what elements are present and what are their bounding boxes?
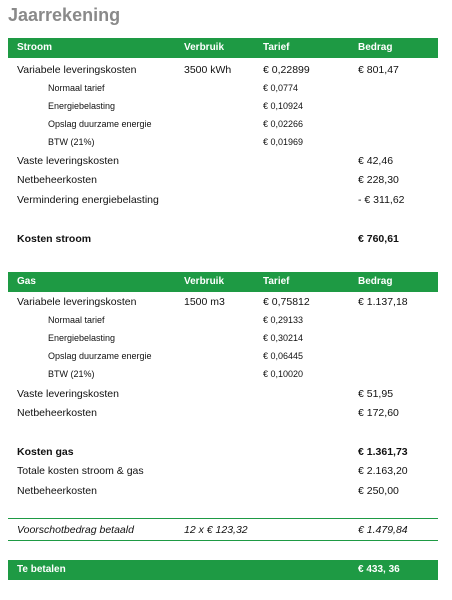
- divider: [8, 518, 438, 519]
- table-row: [8, 348, 438, 364]
- header-tarief: Tarief: [263, 276, 290, 287]
- voorschot-label: Voorschotbedrag betaald: [17, 524, 134, 536]
- table-row: [8, 80, 438, 96]
- table-row: [8, 312, 438, 328]
- te-betalen-bar: [8, 560, 438, 580]
- te-betalen-bedrag: € 433, 36: [358, 564, 400, 575]
- stroom-header: [8, 38, 438, 58]
- table-row: [8, 294, 438, 310]
- header-bedrag: Bedrag: [358, 42, 393, 53]
- row-bedrag: € 172,60: [358, 407, 399, 419]
- row-label: Variabele leveringskosten: [17, 64, 137, 76]
- row-tarief: € 0,22899: [263, 64, 310, 76]
- row-label: BTW (21%): [48, 137, 95, 147]
- row-tarief: € 0,10020: [263, 369, 304, 379]
- row-verbruik: 3500 kWh: [184, 64, 232, 76]
- summary-row: [8, 483, 438, 499]
- row-bedrag: € 1.137,18: [358, 296, 408, 308]
- row-tarief: € 0,75812: [263, 296, 310, 308]
- page-title: Jaarrekening: [8, 5, 121, 25]
- table-row: [8, 366, 438, 382]
- row-label: Opslag duurzame energie: [48, 351, 152, 361]
- row-bedrag: - € 311,62: [358, 194, 405, 206]
- row-tarief: € 0,29133: [263, 315, 304, 325]
- table-row: [8, 330, 438, 346]
- summary-label: Totale kosten stroom & gas: [17, 465, 144, 477]
- voorschot-verbruik: 12 x € 123,32: [184, 524, 248, 536]
- header-verbruik: Verbruik: [184, 42, 225, 53]
- header-verbruik: Verbruik: [184, 276, 225, 287]
- row-label: Normaal tarief: [48, 83, 105, 93]
- voorschot-bedrag: € 1.479,84: [358, 524, 408, 536]
- table-row: [8, 116, 438, 132]
- summary-label: Netbeheerkosten: [17, 485, 97, 497]
- row-label: Netbeheerkosten: [17, 407, 97, 419]
- row-tarief: € 0,10924: [263, 101, 304, 111]
- table-row: [8, 98, 438, 114]
- row-verbruik: 1500 m3: [184, 296, 225, 308]
- table-row: [8, 405, 438, 421]
- row-label: Energiebelasting: [48, 333, 116, 343]
- voorschot-row: [8, 522, 438, 538]
- header-tarief: Tarief: [263, 42, 290, 53]
- te-betalen-label: Te betalen: [17, 564, 66, 575]
- table-row: [8, 134, 438, 150]
- divider: [8, 540, 438, 541]
- total-bedrag: € 760,61: [358, 233, 399, 245]
- stroom-header-label: Stroom: [17, 42, 52, 53]
- row-label: Vaste leveringskosten: [17, 388, 119, 400]
- gas-header: [8, 272, 438, 292]
- total-bedrag: € 1.361,73: [358, 446, 408, 458]
- row-tarief: € 0,01969: [263, 137, 304, 147]
- row-tarief: € 0,30214: [263, 333, 304, 343]
- row-bedrag: € 51,95: [358, 388, 394, 400]
- row-bedrag: € 42,46: [358, 155, 394, 167]
- gas-header-label: Gas: [17, 276, 36, 287]
- row-label: Opslag duurzame energie: [48, 119, 152, 129]
- row-label: Netbeheerkosten: [17, 174, 97, 186]
- summary-bedrag: € 250,00: [358, 485, 399, 497]
- header-bedrag: Bedrag: [358, 276, 393, 287]
- row-tarief: € 0,02266: [263, 119, 304, 129]
- table-row: [8, 386, 438, 402]
- row-label: Energiebelasting: [48, 101, 116, 111]
- row-tarief: € 0,06445: [263, 351, 304, 361]
- total-label: Kosten gas: [17, 446, 74, 458]
- gas-total-row: [8, 444, 438, 460]
- row-bedrag: € 801,47: [358, 64, 399, 76]
- summary-bedrag: € 2.163,20: [358, 465, 408, 477]
- row-label: Normaal tarief: [48, 315, 105, 325]
- row-label: Variabele leveringskosten: [17, 296, 137, 308]
- row-label: Vaste leveringskosten: [17, 155, 119, 167]
- row-label: Vermindering energiebelasting: [17, 194, 159, 206]
- table-row: [8, 172, 438, 188]
- row-bedrag: € 228,30: [358, 174, 399, 186]
- summary-row: [8, 463, 438, 479]
- table-row: [8, 153, 438, 169]
- table-row: [8, 62, 438, 78]
- row-label: BTW (21%): [48, 369, 95, 379]
- total-label: Kosten stroom: [17, 233, 92, 245]
- table-row: [8, 192, 438, 208]
- stroom-total-row: [8, 231, 438, 247]
- row-tarief: € 0,0774: [263, 83, 299, 93]
